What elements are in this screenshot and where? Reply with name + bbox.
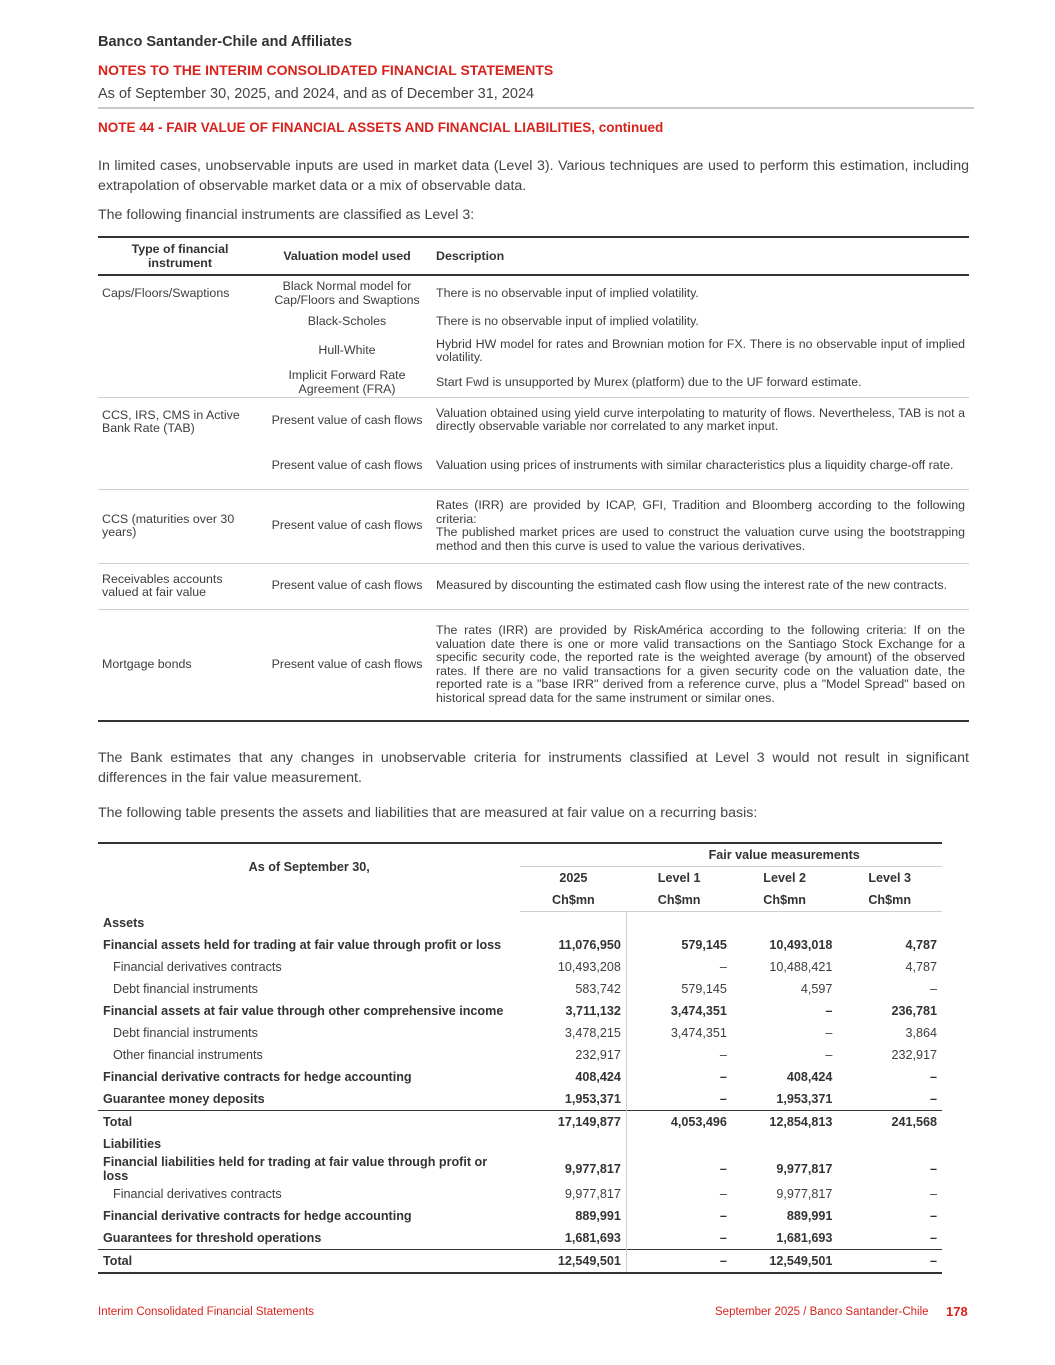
- row-label: Total: [98, 1250, 520, 1274]
- row-value: 1,953,371: [776, 1092, 833, 1106]
- as-of-dates: As of September 30, 2025, and 2024, and as of December 31, 2024: [98, 86, 535, 102]
- row-value: –: [929, 1092, 937, 1106]
- instrument-description: [432, 311, 969, 333]
- row-value: 889,991: [520, 1205, 626, 1227]
- valuation-model: Present value of cash flows: [271, 412, 423, 427]
- row-label: Financial assets held for trading at fair value through profit or loss: [103, 938, 502, 952]
- table-row: [98, 397, 969, 443]
- table-row: [98, 275, 969, 311]
- row-label: Guarantee money deposits: [103, 1092, 265, 1106]
- col-header-level2: Level 2: [763, 871, 806, 885]
- header-description: Description: [432, 237, 969, 275]
- row-value: 12,549,501: [732, 1250, 837, 1274]
- row-value: 10,493,208: [520, 956, 626, 978]
- row-value: 9,977,817: [520, 1155, 626, 1183]
- instrument-type: Caps/Floors/Swaptions: [102, 286, 230, 300]
- instrument-description: [432, 369, 969, 397]
- valuation-model: Present value of cash flows: [262, 489, 432, 563]
- row-value: 408,424: [520, 1066, 626, 1088]
- row-value: –: [719, 1187, 727, 1201]
- row-value: 10,493,018: [769, 938, 833, 952]
- row-value: –: [825, 1026, 833, 1040]
- row-label: Liabilities: [103, 1137, 162, 1151]
- row-label: Guarantees for threshold operations: [103, 1231, 322, 1245]
- description-text: Hybrid HW model for rates and Brownian motion for FX. There is no observable input of implied volatility.: [436, 336, 965, 364]
- instrument-description: [432, 397, 969, 443]
- blank-cell: [98, 889, 520, 912]
- row-value: [520, 912, 626, 935]
- row-value: –: [825, 1004, 833, 1018]
- unit-2025: Ch$mn: [520, 889, 626, 912]
- table-row: [98, 1088, 942, 1111]
- table-row: [98, 1044, 942, 1066]
- row-value: –: [719, 1231, 727, 1245]
- row-value: 232,917: [520, 1044, 626, 1066]
- page-number: 178: [946, 1304, 968, 1319]
- row-value: [837, 1133, 942, 1155]
- row-value: 10,488,421: [769, 960, 833, 974]
- row-value: 9,977,817: [776, 1187, 833, 1201]
- footer-bank: Banco Santander-Chile: [809, 1306, 929, 1318]
- fair-value-table: [98, 842, 942, 1274]
- col-header-level3: Level 3: [868, 871, 912, 885]
- valuation-model: Hull-White: [318, 343, 376, 358]
- row-value: 1,681,693: [776, 1231, 833, 1245]
- instrument-type: [98, 333, 262, 369]
- fair-value-group-header: Fair value measurements: [626, 843, 942, 867]
- description-text: Rates (IRR) are provided by ICAP, GFI, Tradition and Bloomberg according to the following criteria:: [436, 498, 965, 526]
- table-row: [98, 609, 969, 721]
- row-label: Financial liabilities held for trading at fair value through profit or loss: [103, 1155, 488, 1183]
- row-value: 579,145: [681, 938, 727, 952]
- header-divider: [98, 107, 974, 109]
- table-row: [98, 443, 969, 489]
- row-label: Financial assets at fair value through other comprehensive income: [103, 1004, 504, 1018]
- row-value: –: [825, 1048, 833, 1062]
- description-text-continued: The published market prices are used to construct the valuation curve using the bootstrapping method and then this curve is used to value the various derivatives.: [436, 525, 965, 553]
- notes-title: NOTES TO THE INTERIM CONSOLIDATED FINANCIAL STATEMENTS: [98, 62, 554, 78]
- description-text: Measured by discounting the estimated cash flow using the interest rate of the new contracts.: [436, 578, 948, 593]
- row-value: 1,681,693: [520, 1227, 626, 1250]
- instrument-description: [432, 333, 969, 369]
- row-value: 3,474,351: [670, 1004, 727, 1018]
- valuation-model: Present value of cash flows: [262, 609, 432, 721]
- row-value: 3,711,132: [520, 1000, 626, 1022]
- row-value: 3,474,351: [670, 1026, 727, 1040]
- table-row: [98, 489, 969, 563]
- valuation-model: Present value of cash flows: [262, 563, 432, 609]
- table-row: [98, 369, 969, 397]
- description-text: There is no observable input of implied volatility.: [436, 285, 699, 300]
- table-row: [98, 1155, 942, 1183]
- valuation-model: Black Normal model for Cap/Floors and Swaptions: [274, 279, 420, 307]
- table-row: [98, 1183, 942, 1205]
- instrument-description: [432, 275, 969, 311]
- instrument-description: [432, 563, 969, 609]
- table-header-row: [98, 237, 969, 275]
- row-value: 3,864: [905, 1026, 937, 1040]
- instrument-type: [98, 311, 262, 333]
- instrument-type: [98, 443, 262, 489]
- instrument-type: CCS, IRS, CMS in Active Bank Rate (TAB): [102, 407, 240, 435]
- row-value: –: [929, 982, 937, 996]
- table-row: [98, 956, 942, 978]
- description-text: Start Fwd is unsupported by Murex (platform) due to the UF forward estimate.: [436, 375, 862, 389]
- row-value: –: [929, 1209, 937, 1223]
- description-text: There is no observable input of implied volatility.: [436, 314, 699, 329]
- row-value: 579,145: [681, 982, 727, 996]
- paragraph-level3-estimate: The Bank estimates that any changes in unobservable criteria for instruments classified at Level 3 would not result in significant differences in the fair value measurement.: [98, 750, 969, 786]
- row-value: –: [929, 1231, 937, 1245]
- table-row: [98, 1022, 942, 1044]
- row-value: 4,053,496: [626, 1111, 732, 1134]
- row-value: –: [719, 1048, 727, 1062]
- fv-units-row: [98, 889, 942, 912]
- row-label: Financial derivatives contracts: [113, 960, 282, 974]
- table-row: [98, 1000, 942, 1022]
- header-model: Valuation model used: [262, 237, 432, 275]
- table-row: [98, 1250, 942, 1274]
- row-value: 11,076,950: [520, 934, 626, 956]
- row-label: Other financial instruments: [113, 1048, 263, 1062]
- instrument-type: CCS (maturities over 30 years): [98, 489, 262, 563]
- row-value: 4,787: [905, 938, 937, 952]
- instrument-type: Receivables accounts valued at fair value: [98, 563, 262, 609]
- blank-cell: [520, 843, 626, 867]
- row-value: [520, 1133, 626, 1155]
- table-row: [98, 912, 942, 935]
- table-row: [98, 1066, 942, 1088]
- paragraph-recurring-basis: The following table presents the assets and liabilities that are measured at fair value on a recurring basis:: [98, 805, 758, 821]
- valuation-model: Present value of cash flows: [262, 443, 432, 489]
- table-row: [98, 1111, 942, 1134]
- row-label: Financial derivative contracts for hedge accounting: [103, 1070, 412, 1084]
- row-value: 889,991: [786, 1209, 833, 1223]
- row-label: Financial derivative contracts for hedge accounting: [103, 1209, 412, 1223]
- row-value: –: [719, 1092, 727, 1106]
- row-label: Debt financial instruments: [113, 1026, 258, 1040]
- row-value: –: [719, 1209, 727, 1223]
- footer-date-bank: [715, 1306, 929, 1318]
- table-row: [98, 311, 969, 333]
- row-label: Financial derivatives contracts: [113, 1187, 282, 1201]
- unit-level1: Ch$mn: [626, 889, 732, 912]
- row-value: [837, 912, 942, 935]
- table-row: [98, 978, 942, 1000]
- instrument-type: Mortgage bonds: [98, 609, 262, 721]
- unit-level2: Ch$mn: [732, 889, 837, 912]
- table-row: [98, 934, 942, 956]
- valuation-model: Implicit Forward Rate Agreement (FRA): [262, 369, 432, 397]
- company-name: Banco Santander-Chile and Affiliates: [98, 34, 353, 50]
- row-value: 17,149,877: [520, 1111, 626, 1134]
- row-value: 9,977,817: [520, 1183, 626, 1205]
- row-value: –: [837, 1250, 942, 1274]
- as-of-label: As of September 30,: [98, 843, 520, 889]
- description-text: Valuation obtained using yield curve interpolating to maturity of flows. Nevertheless, TAB is not a directly observable variable nor correlated to any market input.: [436, 405, 965, 434]
- row-value: [732, 1133, 837, 1155]
- instrument-type: [98, 369, 262, 397]
- row-value: 408,424: [786, 1070, 833, 1084]
- row-value: 9,977,817: [776, 1162, 833, 1176]
- row-value: 241,568: [837, 1111, 942, 1134]
- row-value: 4,787: [905, 960, 937, 974]
- row-value: 12,549,501: [520, 1250, 626, 1274]
- row-value: [732, 912, 837, 935]
- row-value: [626, 1133, 732, 1155]
- row-value: 3,478,215: [520, 1022, 626, 1044]
- footer-report-name: Interim Consolidated Financial Statements: [98, 1306, 315, 1318]
- paragraph-level3-list: The following financial instruments are classified as Level 3:: [98, 207, 475, 223]
- row-label: Debt financial instruments: [113, 982, 258, 996]
- paragraph-level3-intro: In limited cases, unobservable inputs are used in market data (Level 3). Various techniques are used to perform this estimation, including extrapolation of observable market data or a mix of observable data.: [98, 158, 969, 194]
- fv-header-row-1: [98, 843, 942, 867]
- valuation-model: Black-Scholes: [307, 314, 387, 329]
- row-value: –: [719, 1162, 727, 1176]
- footer-date: September 2025 /: [715, 1306, 807, 1318]
- table-row: [98, 1227, 942, 1250]
- row-value: –: [929, 1070, 937, 1084]
- row-label: Assets: [103, 915, 145, 930]
- row-value: –: [719, 1070, 727, 1084]
- unit-level3: Ch$mn: [837, 889, 942, 912]
- table-row: [98, 333, 969, 369]
- row-value: 1,953,371: [520, 1088, 626, 1111]
- row-value: [626, 912, 732, 935]
- row-value: 12,854,813: [732, 1111, 837, 1134]
- row-label: Total: [98, 1111, 520, 1134]
- row-value: 4,597: [800, 982, 833, 996]
- row-value: 236,781: [891, 1004, 937, 1018]
- col-header-level1: Level 1: [657, 871, 701, 885]
- col-header-2025: 2025: [520, 867, 626, 890]
- row-value: –: [719, 960, 727, 974]
- description-text: Valuation using prices of instruments with similar characteristics plus a liquidity charge-off rate.: [436, 458, 954, 472]
- instrument-description: [432, 489, 969, 563]
- row-value: –: [929, 1187, 937, 1201]
- level3-instruments-table: [98, 236, 969, 722]
- header-type: Type of financial instrument: [98, 237, 262, 275]
- row-value: –: [929, 1162, 937, 1176]
- instrument-description: [432, 443, 969, 489]
- instrument-description: [432, 609, 969, 721]
- description-text: The rates (IRR) are provided by RiskAmérica according to the following criteria: If on the valuation date there is one or more valid transactions on the Santiago Stock Exchange for a specific security code, the reported rate is the weighted average (by amount) of the observed rates. If there are no valid transactions for a given security code on the valuation date, the reported rate is a "base IRR" derived from a reference curve, plus a "Model Spread" based on historical spread data for the same instrument or similar ones.: [436, 623, 965, 705]
- row-value: 583,742: [520, 978, 626, 1000]
- table-row: [98, 563, 969, 609]
- row-value: –: [626, 1250, 732, 1274]
- note-title: NOTE 44 - FAIR VALUE OF FINANCIAL ASSETS AND FINANCIAL LIABILITIES, continued: [98, 120, 664, 135]
- table-row: [98, 1205, 942, 1227]
- row-value: 232,917: [891, 1048, 937, 1062]
- table-row: [98, 1133, 942, 1155]
